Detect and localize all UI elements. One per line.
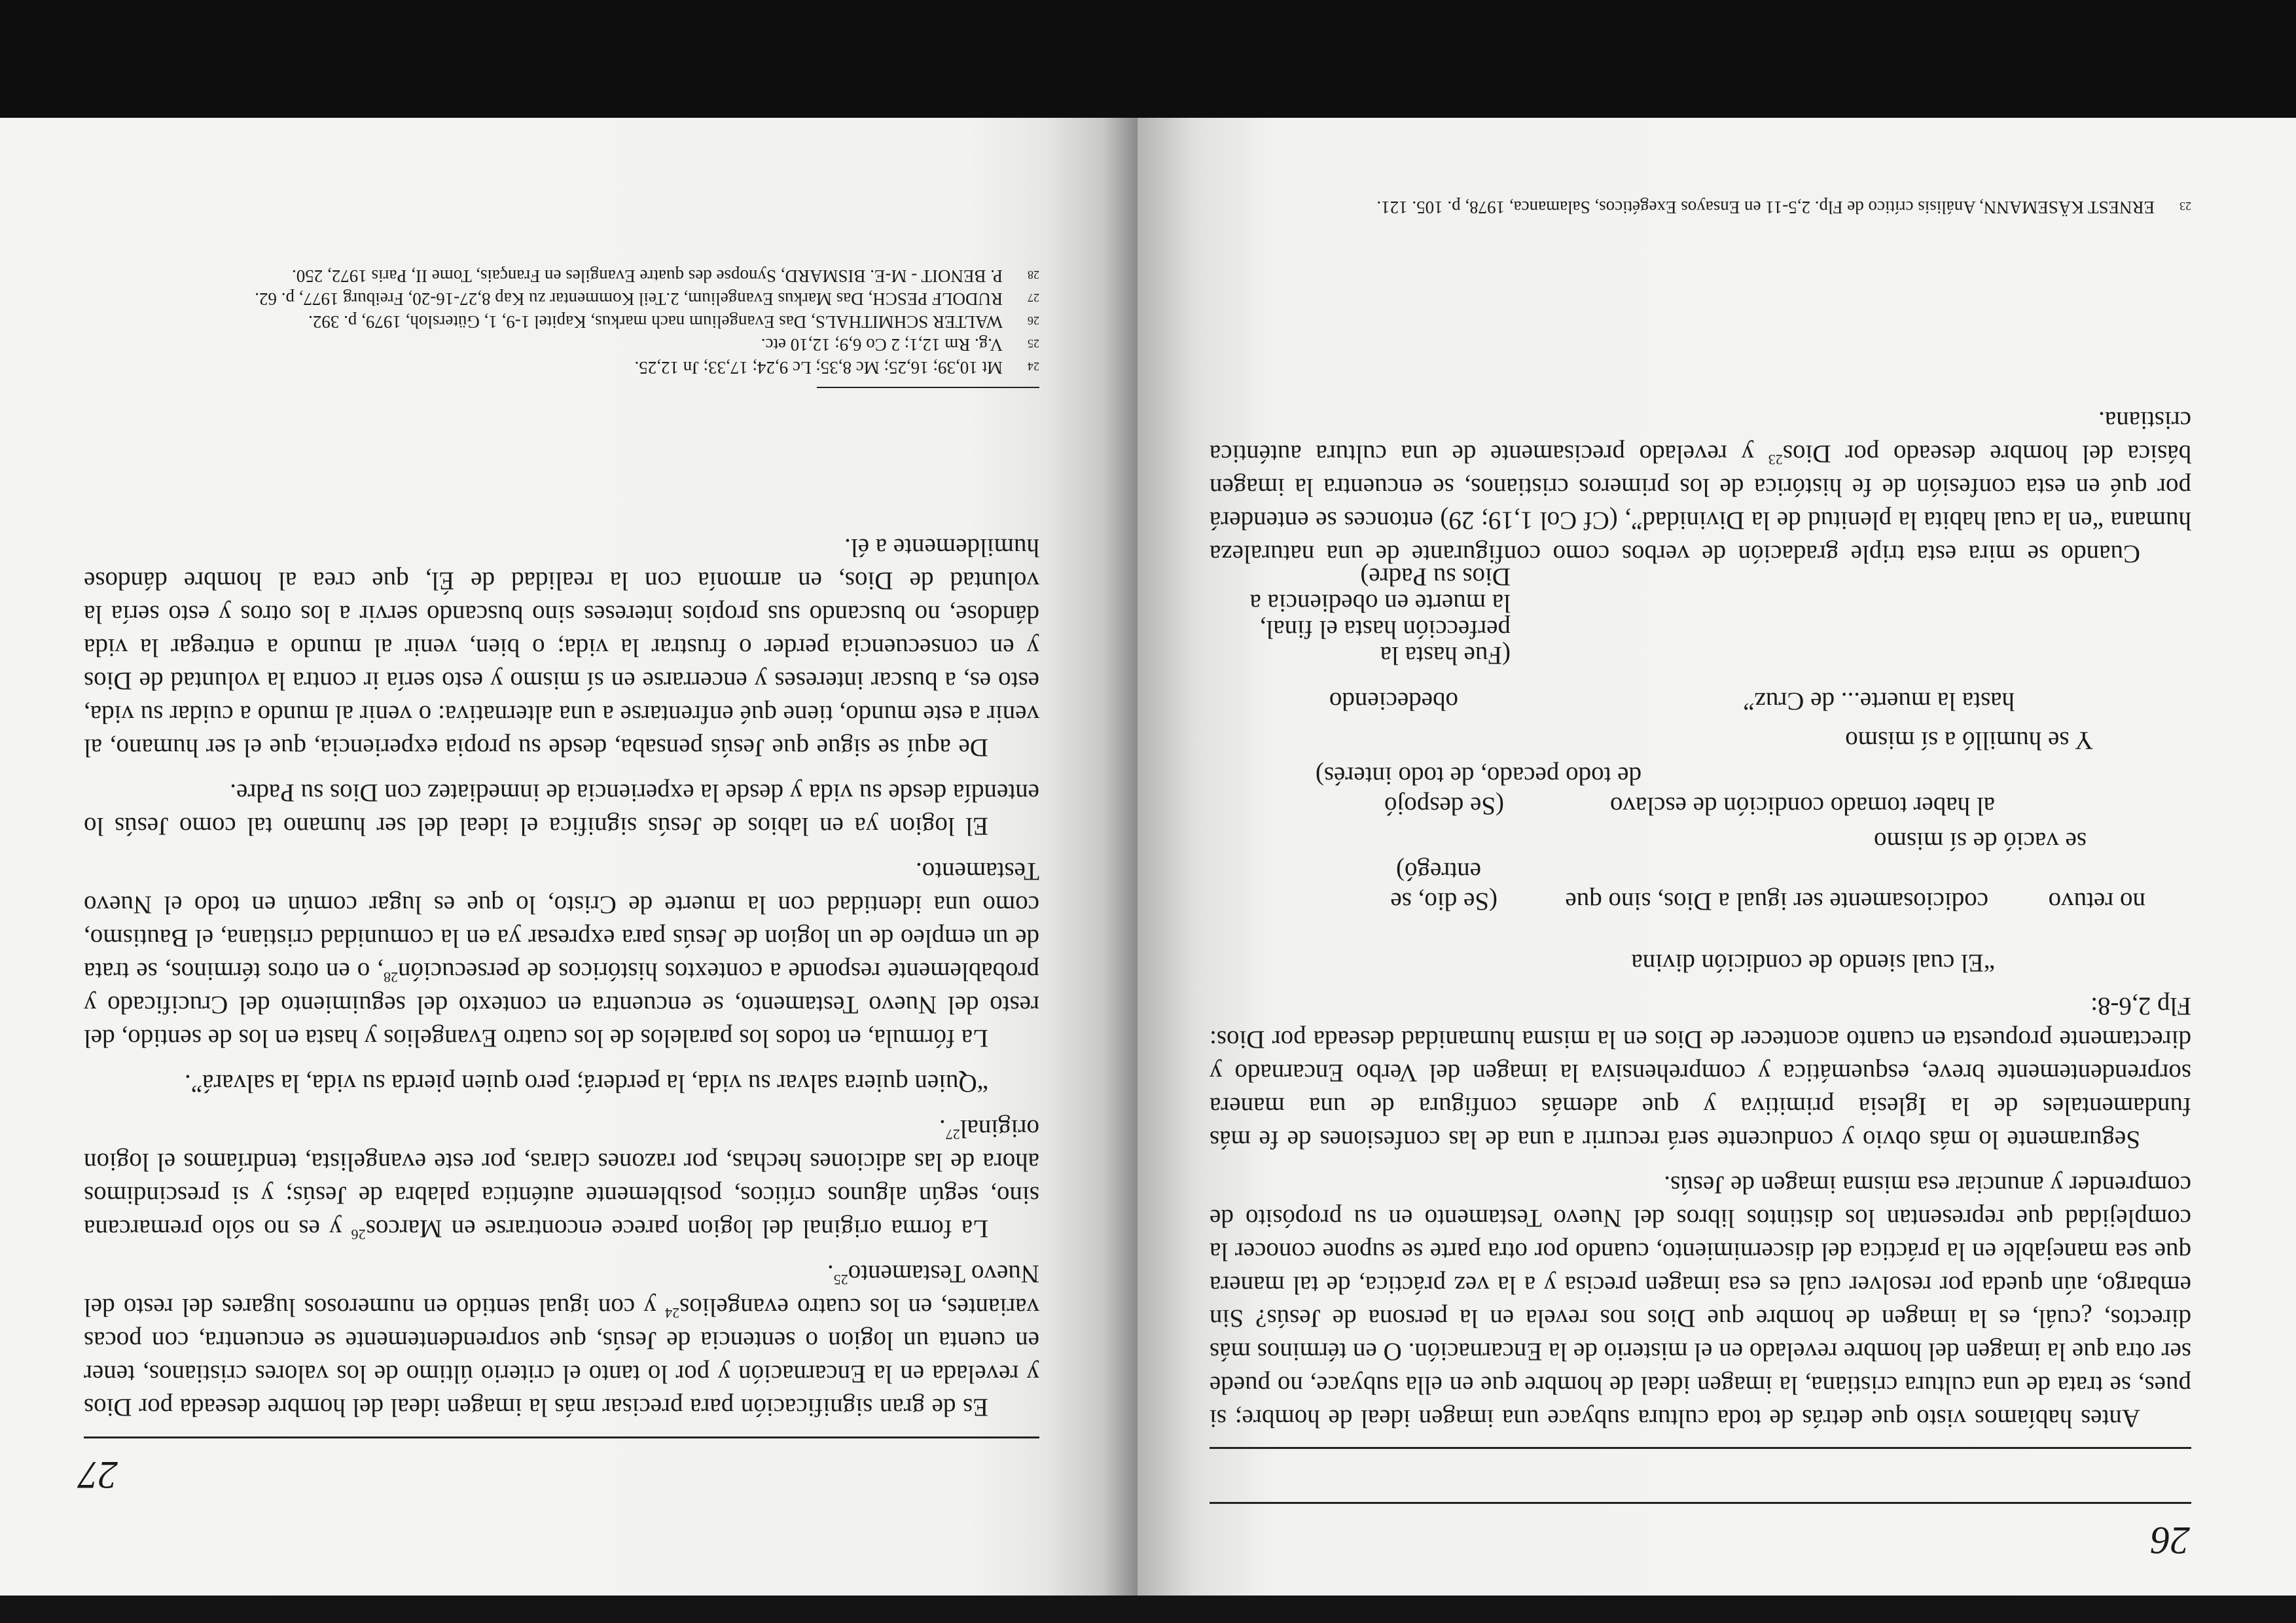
footnote-ref: 26 — [351, 1226, 366, 1243]
footnote-number: 26 — [1028, 314, 1039, 327]
hymn-line: la muerte en obediencia a — [1249, 589, 1511, 617]
hymn-line: perfección hasta el final, — [1259, 615, 1511, 643]
footnotes-26 — [1210, 195, 2191, 218]
paragraph: La fórmula, en todos los paralelos de los cuatro Evangelios y hasta en los de sentido, del resto del Nuevo Testamento, se encuentra en contexto del seguimiento del Crucificado y probablemente responde a contextos históricos de persecución$^{28}$, o en otros términos, se trata de un empleo de un logion de Jesús para expresar ya en la comunidad cristiana, el Bautismo, como una identidad con la muerte de Cristo, lo que es lugar común en todo el Nuevo Testamento. — [84, 857, 1039, 1052]
footnote-text: RUDOLF PESCH, Das Markus Evangelium, 2.Teil Kommentar zu Kap 8,27-16-20, Freiburg 1977, p. 62. — [255, 289, 1003, 309]
hymn-line: obedeciendo — [1329, 687, 1458, 715]
footnote — [84, 332, 1039, 355]
hymn-line: (Se dio, se — [1390, 887, 1498, 916]
hymn-line: entregó) — [1396, 857, 1481, 885]
footnote-text: V.g. Rm 12,1; 2 Co 6,9; 12,10 etc. — [761, 335, 1003, 355]
hymn-philippians — [1210, 563, 2191, 978]
paragraph: Es de gran significación para precisar más la imagen ideal del hombre deseada por Dios y revelada en la Encarnación y por lo tanto el criterio último de los valores cristianos, tener en cuenta un logion o sentencia de Jesús, que sorprendentemente se encuentra, con pocas variantes, en los cuatro evangelios$^{24}$ y con igual sentido en numerosos lugares del resto del Nuevo Testamento$^{25}$. — [83, 1260, 1039, 1421]
page-number-27: 27 — [79, 1454, 118, 1497]
footnotes-27 — [84, 264, 1039, 378]
hymn-line: se vació de sí mismo — [1874, 827, 2087, 855]
header-rule-lower — [1210, 1447, 2191, 1449]
footnote-text: WALTER SCHMITHALS, Das Evangelium nach markus, Kapitel 1-9, 1, Gütersloh, 1979, p. 392. — [308, 312, 1003, 332]
hymn-line: (Fue hasta la — [1380, 641, 1511, 669]
paragraph: Antes habíamos visto que detrás de toda cultura subyace una imagen ideal de hombre; si pues, se trata de una cultura cristiana, la imagen ideal de hombre que en ella subyace, no puede ser otra que la imagen del hombre revelado en el misterio de la Encarnación. O en términos más directos, ¿cuál, es la imagen de hombre que Dios nos revela en la persona de Jesús? Sin embargo, aún queda por resolver cuál es esa imagen precisa y a la vez práctica, de tal manera que sea manejable en la práctica del discernimiento, cuando por otra parte se supone conocer la complejidad que representan los distintos libros del Nuevo Testamento en su propósito de comprender y anunciar esa misma imagen de Jesús. — [1210, 1171, 2191, 1433]
quote: “Quien quiera salvar su vida, la perderá; pero quien pierda su vida, la salvará”. — [185, 1069, 988, 1097]
page-26 — [1138, 116, 2296, 1596]
footnote — [84, 310, 1039, 332]
page-number-26: 26 — [2151, 1519, 2190, 1562]
footnote-number: 25 — [1028, 337, 1039, 350]
paragraph: De aquí se sigue que Jesús pensaba, desde su propia experiencia, que el ser humano, al venir a este mundo, tiene qué enfrentarse a una alternativa: o venir al mundo a cuidar su vida, esto es, a buscar intereses y encerrarse en sí mismo y esto sería ir contra la voluntad de Dios y en consecuencia perder o frustrar la vida; o bien, venir al mundo a entregar la vida dándose, no buscando sus propios intereses sino buscando servir a los otros y esto sería la voluntad de Dios, en armonía con la realidad de Él, que crea al hombre dándose humildemente a él. — [84, 533, 1039, 762]
page-26-body — [1210, 392, 2191, 1435]
footnote — [84, 355, 1039, 378]
paragraph: El logion ya en labios de Jesús significa el ideal del ser humano tal como Jesús lo entendía desde su vida y desde la experiencia de inmediatez con Dios su Padre. — [84, 779, 1039, 840]
footnote-number: 27 — [1028, 291, 1039, 304]
hymn-line: (Se despojó — [1384, 792, 1504, 820]
hymn-line: al haber tomado condición de esclavo — [1609, 792, 1995, 820]
footnote-ref: 24 — [665, 1305, 680, 1321]
footnote — [84, 264, 1039, 287]
footnote-number: 23 — [2179, 200, 2191, 213]
header-rule — [84, 1436, 1039, 1438]
hymn-line: no retuvo — [2048, 887, 2145, 916]
footnote-number: 24 — [1028, 360, 1039, 373]
footnote-ref: 28 — [384, 969, 399, 986]
hymn-line: de todo pecado, de todo interés) — [1315, 762, 1641, 790]
hymn-line: Y se humilló a sí mismo — [1845, 726, 2093, 755]
footnote-rule — [817, 387, 1039, 388]
hymn-line: codiciosamente ser igual a Dios, sino que — [1565, 887, 1988, 916]
scan-dark-margin — [0, 0, 2296, 118]
footnote-text: Mt 10,39; 16,25; Mc 8,35; Lc 9,24; 17,33; Jn 12,25. — [634, 358, 1003, 378]
footnote-number: 28 — [1028, 268, 1039, 281]
header-rule — [1210, 1502, 2191, 1504]
footnote-ref: 23 — [1768, 452, 1783, 468]
page-27-body — [84, 519, 1039, 1424]
page-27 — [0, 116, 1138, 1596]
footnote-text: ERNEST KÄSEMANN, Análisis crítico de Flp. 2,5-11 en Ensayos Exegéticos, Salamanca, 1978, p. 105. 121. — [1376, 198, 2155, 217]
paragraph: La forma original del logion parece encontrarse en Marcos$^{26}$ y es no sólo premarcana sino, según algunos críticos, posiblemente auténtica palabra de Jesús; y si prescindimos ahora de las adiciones hechas, por razones claras, por este evangelista, tendríamos el logion original$^{27}$. — [84, 1115, 1039, 1243]
hymn-line: “El cual siendo de condición divina — [1631, 949, 1995, 977]
footnote — [84, 287, 1039, 310]
paragraph: Seguramente lo más obvio y conducente será recurrir a una de las confesiones de fe más fundamentales de la Iglesia primitiva y que además configura de una manera sorprendentemente breve, esquemática y comprehensiva la imagen del Verbo Encarnado y directamente propuesta en cuanto acontecer de Dios en la misma humanidad deseada por Dios: Flp 2,6-8: — [1210, 992, 2191, 1154]
footnote-text: P. BENOIT - M-E. BISMARD, Synopse des quatre Evangiles en Français, Tome II, Paris 1972, 250. — [292, 266, 1003, 286]
paragraph: Cuando se mira esta triple gradación de verbos como configurante de una naturaleza humana “en la cual habita la plenitud de la Divinidad”, (Cf Col 1,19; 29) entonces se entenderá por qué en esta confesión de fe histórica de los primeros cristianos, se encuentra la imagen básica del hombre deseado por Dios$^{23}$ y revelado precisamente de una cultura auténtica cristiana. — [1210, 406, 2191, 568]
hymn-line: hasta la muerte... de Cruz” — [1743, 687, 2015, 715]
footnote-ref: 27 — [945, 1126, 960, 1143]
footnote-ref: 25 — [833, 1272, 848, 1288]
footnote — [1210, 195, 2191, 218]
hymn-line: Dios su Padre) — [1360, 563, 1511, 591]
